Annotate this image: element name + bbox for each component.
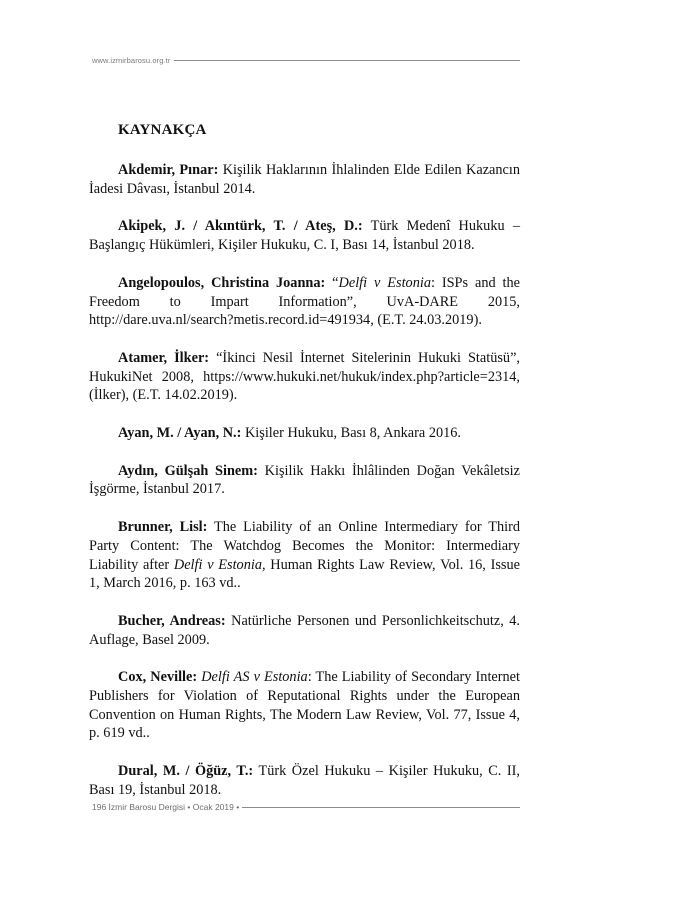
bibliography-entry — [89, 668, 520, 743]
bibliography-entry — [89, 424, 520, 443]
entry-italic-title: Delfi v Estonia — [173, 556, 262, 573]
entry-author: Ayan, M. / Ayan, N.: — [118, 425, 242, 442]
entry-author: Bucher, Andreas: — [118, 612, 226, 629]
entry-author: Atamer, İlker: — [118, 349, 210, 366]
entry-text: : ISPs and the Freedom to Impart Information”, UvA-DARE 2015, http://dare.uva.nl/search?metis.record.id=491934, (E.T. 24.03.2019). — [89, 274, 520, 329]
entry-author: Akipek, J. / Akıntürk, T. / Ateş, D.: — [118, 218, 363, 235]
entry-author: Brunner, Lisl: — [118, 519, 208, 536]
entry-text: Kişilik Hakkı İhlâlinden Doğan Vekâletsiz İşgörme, İstanbul 2017. — [89, 462, 520, 498]
bibliography-entry — [89, 762, 520, 799]
entry-author: Aydın, Gülşah Sinem: — [118, 462, 258, 479]
bibliography-entry — [89, 349, 520, 405]
entry-text: “ — [325, 274, 339, 291]
entry-text: Natürliche Personen und Personlichkeitschutz, 4. Auflage, Basel 2009. — [89, 612, 521, 648]
entry-text: Kişilik Haklarının İhlalinden Elde Edilen Kazancın İadesi Dâvası, İstanbul 2014. — [89, 162, 520, 197]
footer-rule — [242, 807, 520, 808]
bibliography-entry — [89, 217, 520, 254]
bibliography-entry — [89, 274, 520, 330]
entry-italic-title: Delfi AS v Estonia — [201, 669, 308, 686]
footer-text: 196 İzmir Barosu Dergisi • Ocak 2019 • — [92, 802, 240, 812]
entry-text: : The Liability of Secondary Internet Publishers for Violation of Reputational Rights under the European Convention on Human Rights, The Modern Law Review, Vol. 77, Issue 4, p. 619 vd.. — [89, 669, 520, 742]
entry-text: “İkinci Nesil İnternet Sitelerinin Hukuki Statüsü”, HukukiNet 2008, https://www.hukuki.net/hukuk/index.php?article=2314, (İlker), (E.T. 14.02.2019). — [89, 349, 520, 404]
header-rule — [174, 60, 520, 61]
entry-author: Cox, Neville: — [118, 669, 198, 686]
entry-author: Dural, M. / Öğüz, T.: — [118, 763, 254, 780]
entry-italic-title: Delfi v Estonia — [338, 274, 431, 291]
entry-text: Kişiler Hukuku, Bası 8, Ankara 2016. — [241, 425, 461, 442]
bibliography-list — [89, 161, 520, 800]
page-header — [92, 53, 520, 67]
bibliography-entry — [89, 612, 520, 649]
bibliography-entry — [89, 518, 520, 593]
entry-text: Türk Özel Hukuku – Kişiler Hukuku, C. II, Bası 19, İstanbul 2018. — [89, 763, 520, 798]
header-url: www.izmirbarosu.org.tr — [92, 55, 171, 65]
page-footer — [92, 800, 520, 814]
entry-text: , Human Rights Law Review, Vol. 16, Issue 1, March 2016, p. 163 vd.. — [89, 556, 520, 592]
entry-author: Angelopoulos, Christina Joanna: — [118, 274, 326, 291]
bibliography-entry — [89, 161, 520, 198]
bibliography-section — [89, 120, 520, 819]
entry-text: The Liability of an Online Intermediary for Third Party Content: The Watchdog Becomes the Monitor: Intermediary Liability after — [89, 519, 520, 573]
entry-text: Türk Medenî Hukuku – Başlangıç Hükümleri, Kişiler Hukuku, C. I, Bası 14, İstanbul 2018. — [89, 218, 520, 254]
bibliography-entry — [89, 462, 520, 499]
section-title: KAYNAKÇA — [118, 122, 207, 138]
entry-author: Akdemir, Pınar: — [118, 162, 219, 178]
